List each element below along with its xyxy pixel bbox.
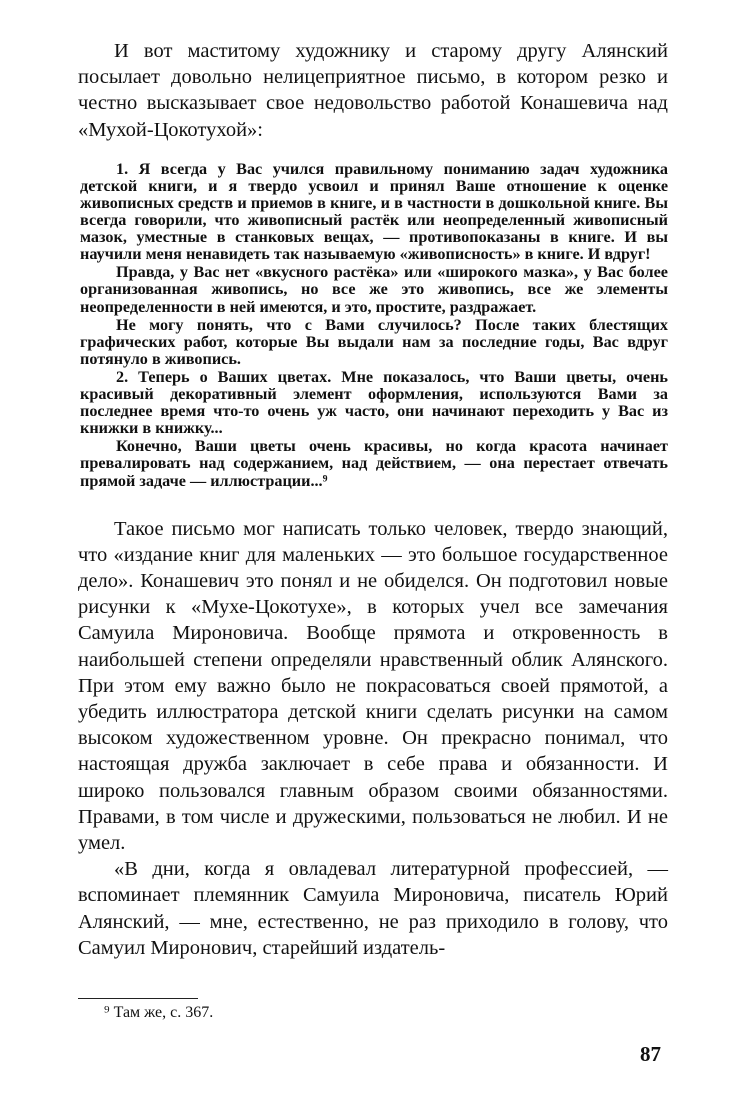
quote-paragraph: Не могу понять, что с Вами случилось? После таких блестящих графических работ, которые Вы выдали нам за последние годы, Вас вдруг потянуло в живопись.	[80, 315, 668, 368]
quote-paragraph: Правда, у Вас нет «вкусного растёка» или «широкого мазка», у Вас более организованная живопись, но все же это живопись, все же элементы неопределенности в ней имеются, и это, простите, раздражает.	[80, 263, 668, 316]
page-number: 87	[640, 1042, 661, 1066]
book-page	[78, 38, 668, 961]
footnote-divider	[78, 998, 198, 999]
body-paragraph: Такое письмо мог написать только человек, твердо знающий, что «издание книг для маленьких — это большое государственное дело». Конашевич это понял и не обиделся. Он подготовил новые рисунки к «Мухе-Цокотухе», в которых учел все замечания Самуила Мироновича. Вообще прямота и откровенность в наибольшей степени определяли нравственный облик Алянского. При этом ему важно было не покрасоваться своей прямотой, а убедить иллюстратора детской книги сделать рисунки на самом высоком художественном уровне. Он прекрасно понимал, что настоящая дружба заключает в себе права и обязанности. И широко пользовался главным образом своими обязанностями. Правами, в том числе и дружескими, пользоваться не любил. И не умел.	[78, 517, 668, 855]
intro-paragraph: И вот маститому художнику и старому другу Алянский посылает довольно нелицеприятное письмо, в котором резко и честно высказывает свое недовольство работой Конашевича над «Мухой-Цокотухой»:	[78, 40, 668, 141]
quote-paragraph: Конечно, Ваши цветы очень красивы, но когда красота начинает превалировать над содержанием, над действием, — она перестает отвечать прямой задаче — иллюстрации...⁹	[80, 437, 668, 490]
quote-paragraph: 2. Теперь о Ваших цветах. Мне показалось, что Ваши цветы, очень красивый декоративный элемент оформления, используются Вами за последнее время что-то очень уж часто, они начинают переходить у Вас из книжки в книжку...	[80, 367, 668, 438]
letter-quote	[78, 161, 668, 490]
section-spacer	[78, 491, 668, 516]
footnote: ⁹ Там же, с. 367.	[104, 1004, 214, 1021]
body-paragraph: «В дни, когда я овладевал литературной профессией, — вспоминает племянник Самуила Мироновича, писатель Юрий Алянский, — мне, естественно, не раз приходило в голову, что Самуил Миронович, старейший издатель-	[78, 858, 668, 959]
quote-paragraph: 1. Я всегда у Вас учился правильному пониманию задач художника детской книги, и я твердо усвоил и принял Ваше отношение к оценке живописных средств и приемов в книге, и в частности в дошкольной книге. Вы всегда говорили, что живописный растёк или неопределенный живописный мазок, уместные в станковых вещах, — противопоказаны в книге. И вы научили меня ненавидеть так называемую «живописность» в книге. И вдруг!	[80, 159, 668, 264]
